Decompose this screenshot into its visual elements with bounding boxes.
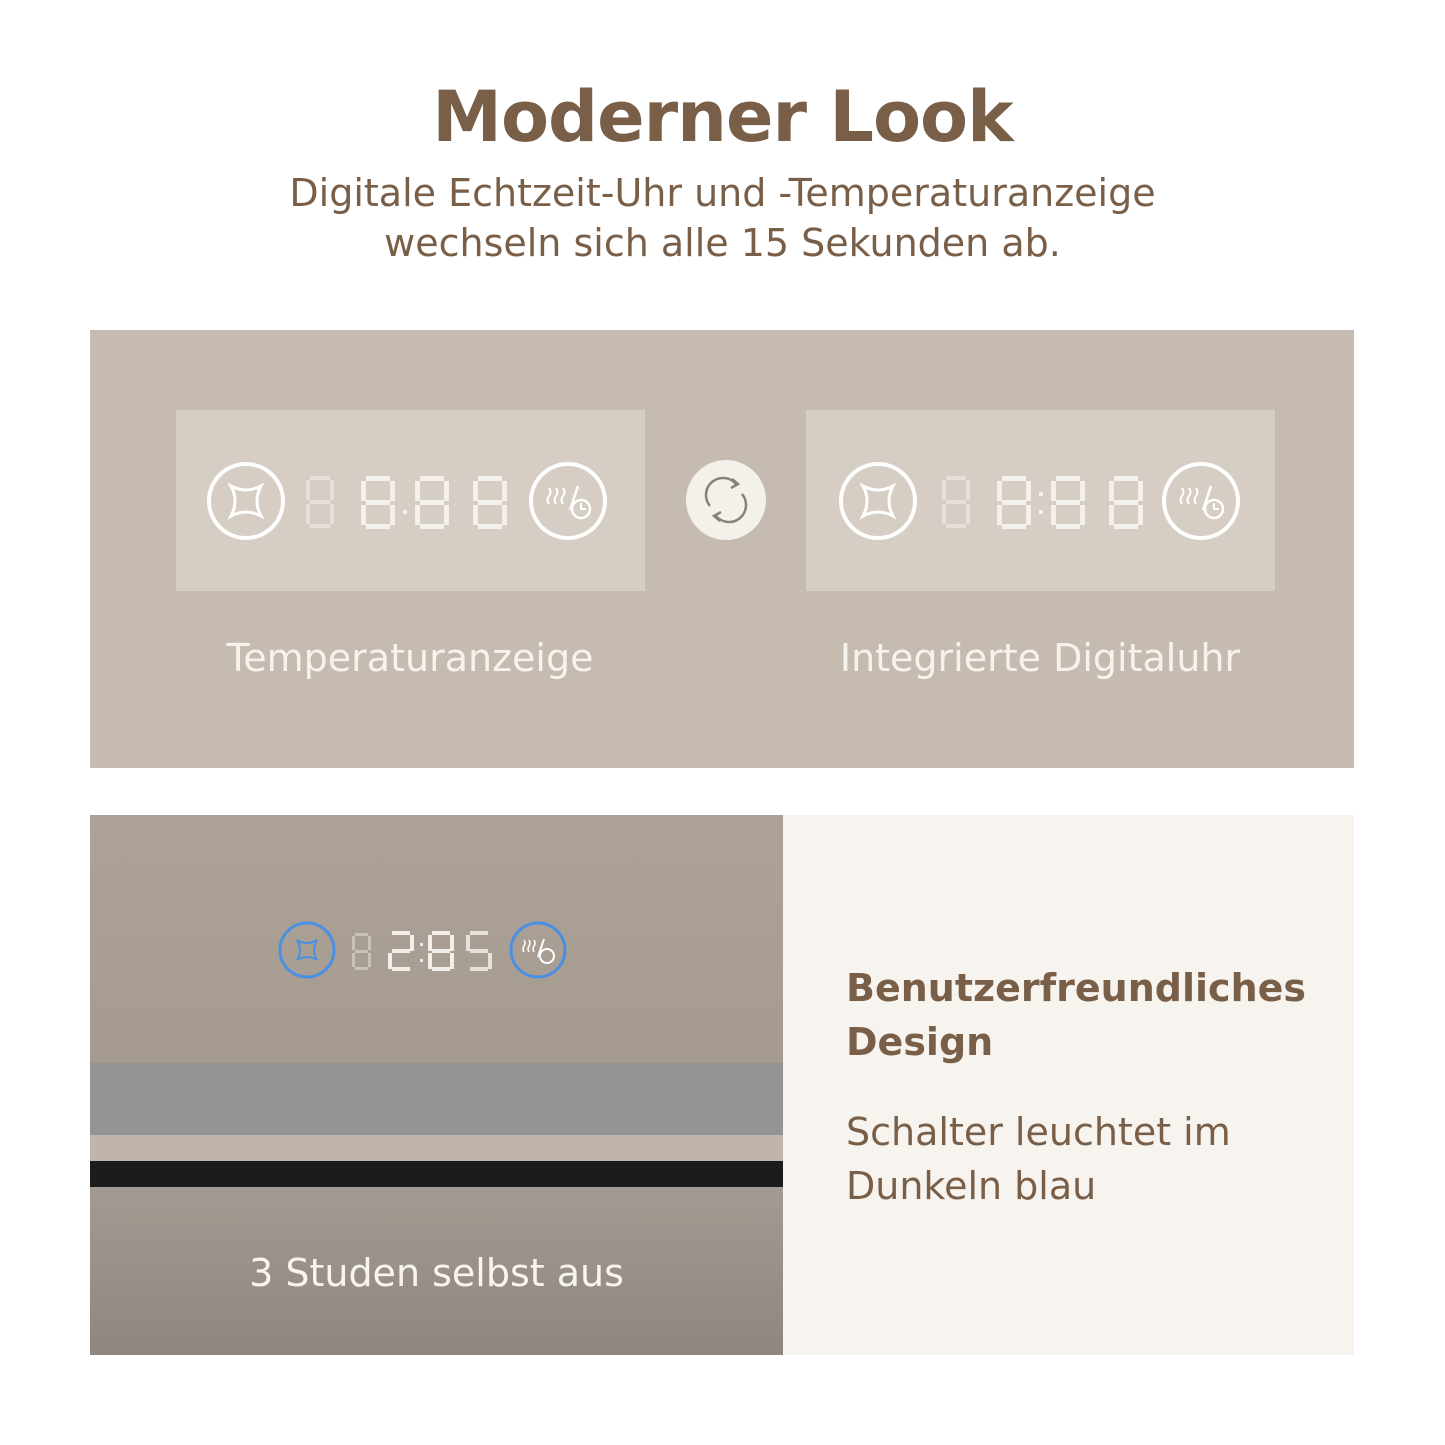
page-subtitle xyxy=(0,168,1445,268)
auto-off-caption: 3 Studen selbst aus xyxy=(249,1251,624,1295)
page-title: Moderner Look xyxy=(432,76,1013,158)
temperature-label: Temperaturanzeige xyxy=(226,636,594,680)
light-switch-icon xyxy=(280,923,334,977)
mini-touch-display xyxy=(270,915,580,987)
clock-label: Integrierte Digitaluhr xyxy=(839,636,1241,680)
feature-description-line-1: Schalter leuchtet im xyxy=(846,1110,1231,1154)
defog-timer-icon xyxy=(1164,464,1238,538)
subtitle-line-1: Digitale Echtzeit-Uhr und -Temperaturanzeige xyxy=(289,171,1156,215)
seven-segment-digits xyxy=(306,476,507,529)
defog-timer-icon xyxy=(531,464,605,538)
feature-title-line-1: Benutzerfreundliches xyxy=(846,966,1307,1010)
clock-display xyxy=(806,410,1275,591)
mirror-edge xyxy=(90,1161,783,1187)
light-switch-icon xyxy=(209,464,283,538)
feature-description-line-2: Dunkeln blau xyxy=(846,1164,1097,1208)
subtitle-line-2: wechseln sich alle 15 Sekunden ab. xyxy=(384,221,1061,265)
feature-description xyxy=(846,1105,1231,1213)
light-switch-icon xyxy=(841,464,915,538)
light-band xyxy=(90,1063,783,1135)
refresh-icon xyxy=(686,460,766,540)
mirror-photo xyxy=(90,815,783,1355)
defog-timer-icon xyxy=(511,923,565,977)
mirror-frame-strip xyxy=(90,1135,783,1161)
temperature-display xyxy=(176,410,645,591)
swap-display-button[interactable] xyxy=(686,460,766,540)
seven-segment-digits xyxy=(942,476,1143,529)
feature-title-line-2: Design xyxy=(846,1020,994,1064)
feature-title xyxy=(846,961,1306,1069)
feature-info-panel xyxy=(783,815,1354,1355)
display-comparison-panel xyxy=(90,330,1354,768)
